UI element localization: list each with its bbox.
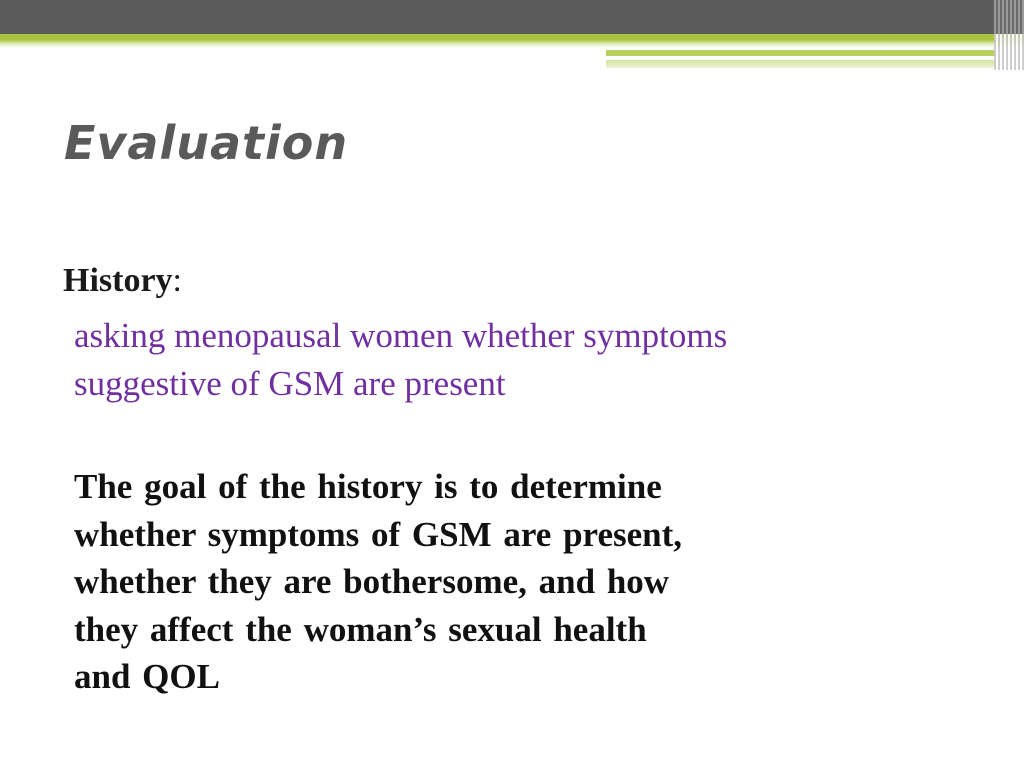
goal-line: they affect the woman’s sexual health — [74, 609, 647, 649]
slide-title: Evaluation — [64, 116, 349, 170]
history-heading — [63, 262, 182, 300]
goal-paragraph — [74, 463, 954, 701]
green-accent-band — [0, 34, 1024, 48]
goal-line: The goal of the history is to determine — [74, 467, 662, 506]
history-line: suggestive of GSM are present — [74, 364, 506, 403]
green-accent-stripe-fade — [606, 60, 996, 68]
edge-pattern-dark — [994, 0, 1024, 34]
history-description — [74, 312, 954, 408]
goal-line: whether they are bothersome, and how — [74, 562, 670, 601]
goal-line: whether symptoms of GSM are present, — [74, 514, 683, 554]
stripe-gap — [826, 56, 946, 58]
history-line: asking menopausal women whether symptoms — [74, 316, 728, 355]
history-colon: : — [172, 262, 182, 299]
goal-line: and QOL — [74, 657, 220, 696]
history-label: History — [63, 262, 173, 299]
top-banner — [0, 0, 1024, 34]
